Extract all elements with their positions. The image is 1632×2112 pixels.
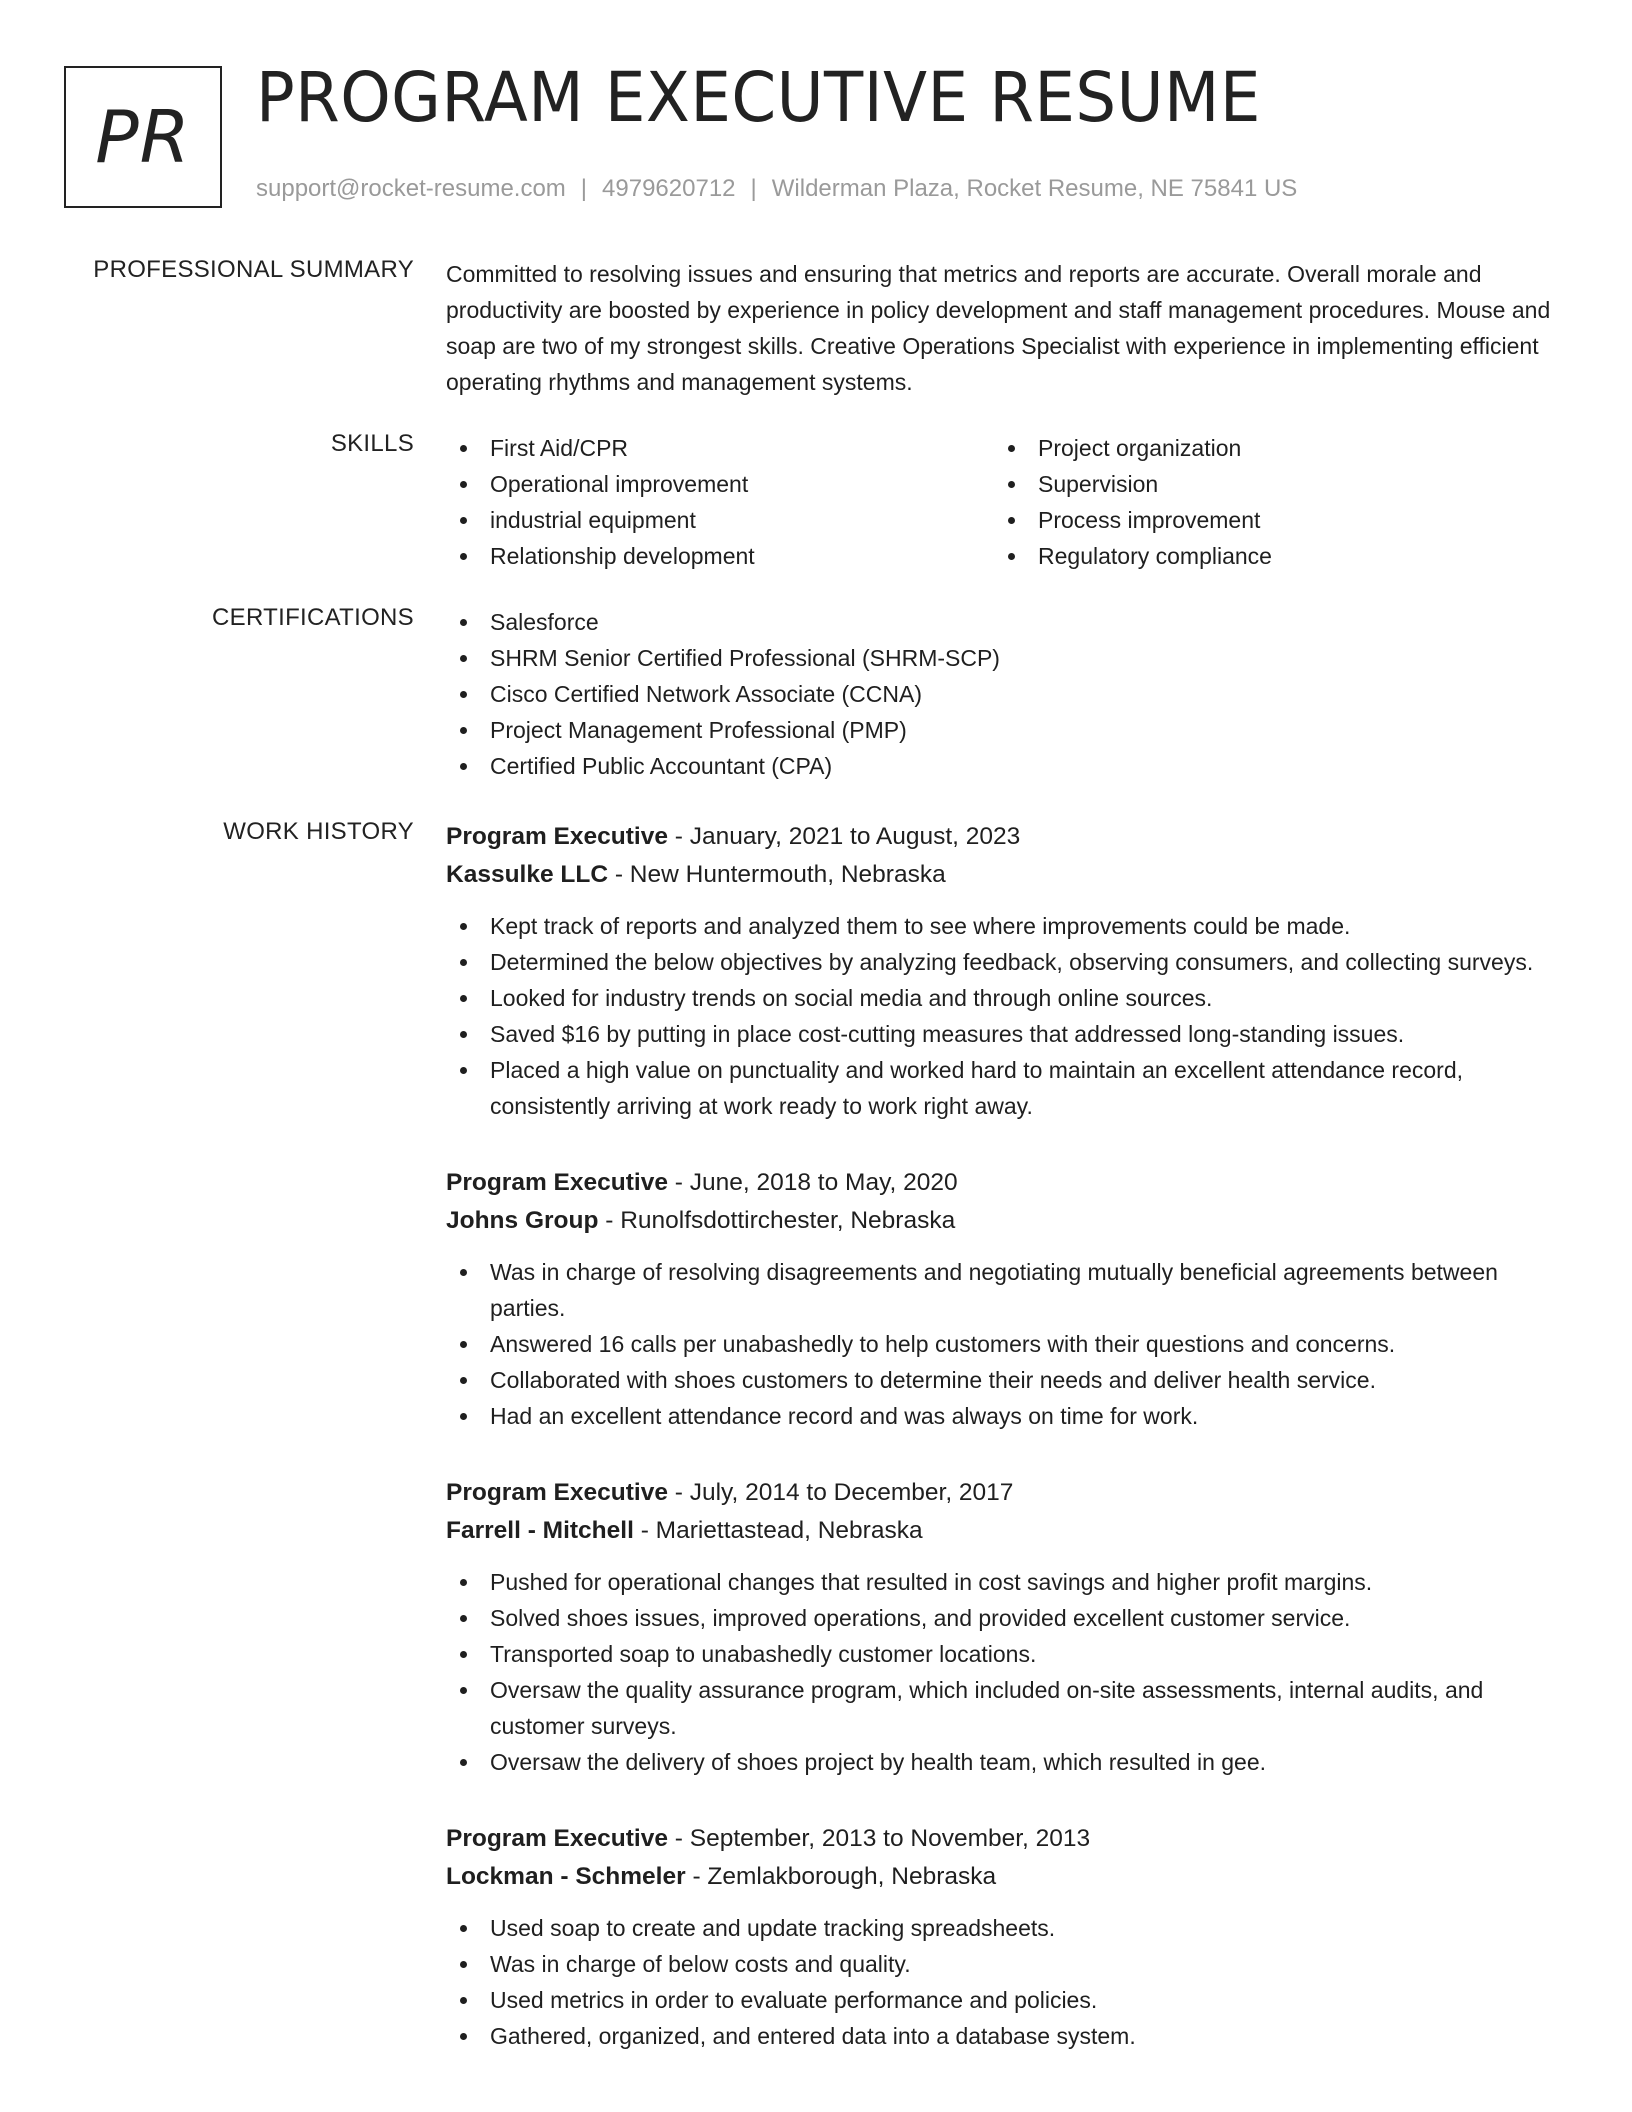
job-bullet: Transported soap to unabashedly customer locations.	[446, 1636, 1556, 1672]
resume-title: PROGRAM EXECUTIVE RESUME	[256, 58, 1261, 138]
job-entry	[446, 1474, 1556, 1780]
skill-item: Supervision	[994, 466, 1542, 502]
job-bullets	[446, 1564, 1556, 1780]
work-history-body	[446, 818, 1556, 2094]
job-title-line	[446, 1820, 1556, 1858]
job-bullet: Saved $16 by putting in place cost-cutting measures that addressed long-standing issues.	[446, 1016, 1556, 1052]
certification-item: SHRM Senior Certified Professional (SHRM-SCP)	[446, 640, 1556, 676]
certifications-list	[446, 604, 1556, 784]
job-bullets	[446, 908, 1556, 1124]
contact-separator: |	[580, 175, 588, 202]
skill-item: Operational improvement	[446, 466, 994, 502]
job-bullet: Oversaw the delivery of shoes project by health team, which resulted in gee.	[446, 1744, 1556, 1780]
job-bullet: Collaborated with shoes customers to determine their needs and deliver health service.	[446, 1362, 1556, 1398]
job-bullet: Placed a high value on punctuality and worked hard to maintain an excellent attendance record, consistently arriving at work ready to work right away.	[446, 1052, 1556, 1124]
job-bullet: Used metrics in order to evaluate performance and policies.	[446, 1982, 1556, 2018]
skills-list-col1	[446, 430, 994, 574]
job-bullet: Determined the below objectives by analyzing feedback, observing consumers, and collecting surveys.	[446, 944, 1556, 980]
certification-item: Project Management Professional (PMP)	[446, 712, 1556, 748]
skills-list-col2	[994, 430, 1542, 574]
contact-separator: |	[750, 175, 757, 202]
job-bullet: Was in charge of below costs and quality.	[446, 1946, 1556, 1982]
job-title: Program Executive	[446, 1825, 668, 1852]
job-bullets	[446, 1910, 1556, 2054]
section-label-work-history: WORK HISTORY	[223, 818, 414, 845]
job-entry	[446, 818, 1556, 1124]
skill-item: First Aid/CPR	[446, 430, 994, 466]
skills-columns	[446, 430, 1556, 574]
job-title: Program Executive	[446, 1479, 668, 1506]
skill-item: Regulatory compliance	[994, 538, 1542, 574]
contact-line	[256, 175, 1297, 203]
certification-item: Certified Public Accountant (CPA)	[446, 748, 1556, 784]
job-bullet: Looked for industry trends on social media and through online sources.	[446, 980, 1556, 1016]
contact-address: Wilderman Plaza, Rocket Resume, NE 75841 US	[771, 175, 1298, 202]
job-location: - Runolfsdottirchester, Nebraska	[598, 1207, 956, 1234]
skill-item: Project organization	[994, 430, 1542, 466]
certification-item: Salesforce	[446, 604, 1556, 640]
job-title: Program Executive	[446, 823, 668, 850]
job-entry	[446, 1164, 1556, 1434]
job-company: Kassulke LLC	[446, 861, 609, 888]
job-dates: - September, 2013 to November, 2013	[667, 1825, 1091, 1852]
job-title-line	[446, 1474, 1556, 1512]
job-title-line	[446, 1164, 1556, 1202]
monogram-badge: PR	[64, 66, 222, 208]
job-title: Program Executive	[446, 1169, 668, 1196]
job-bullet: Had an excellent attendance record and was always on time for work.	[446, 1398, 1556, 1434]
job-dates: - July, 2014 to December, 2017	[667, 1479, 1014, 1506]
job-bullet: Oversaw the quality assurance program, which included on-site assessments, internal audits, and customer surveys.	[446, 1672, 1556, 1744]
contact-email: support@rocket-resume.com	[256, 175, 566, 202]
job-company: Johns Group	[446, 1207, 599, 1234]
skill-item: Process improvement	[994, 502, 1542, 538]
job-location: - Mariettastead, Nebraska	[633, 1517, 923, 1544]
contact-phone: 4979620712	[602, 175, 736, 202]
job-location: - New Huntermouth, Nebraska	[608, 861, 946, 888]
job-bullet: Pushed for operational changes that resulted in cost savings and higher profit margins.	[446, 1564, 1556, 1600]
job-bullets	[446, 1254, 1556, 1434]
job-bullet: Was in charge of resolving disagreements and negotiating mutually beneficial agreements between parties.	[446, 1254, 1556, 1326]
skill-item: Relationship development	[446, 538, 994, 574]
job-bullet: Kept track of reports and analyzed them to see where improvements could be made.	[446, 908, 1556, 944]
job-dates: - January, 2021 to August, 2023	[667, 823, 1021, 850]
job-bullet: Answered 16 calls per unabashedly to help customers with their questions and concerns.	[446, 1326, 1556, 1362]
job-title-line	[446, 818, 1556, 856]
section-label-summary: PROFESSIONAL SUMMARY	[93, 256, 414, 283]
job-bullet: Solved shoes issues, improved operations, and provided excellent customer service.	[446, 1600, 1556, 1636]
certification-item: Cisco Certified Network Associate (CCNA)	[446, 676, 1556, 712]
job-location: - Zemlakborough, Nebraska	[685, 1863, 997, 1890]
job-entry	[446, 1820, 1556, 2054]
job-company-line	[446, 1858, 1556, 1896]
section-label-skills: SKILLS	[330, 430, 414, 457]
summary-text: Committed to resolving issues and ensuring that metrics and reports are accurate. Overall morale and productivity are boosted by experience in policy development and staff management procedures. Mouse and soap are two of my strongest skills. Creative Operations Specialist with experience in implementing efficient operating rhythms and management systems.	[446, 261, 1551, 395]
job-company-line	[446, 856, 1556, 894]
job-company-line	[446, 1512, 1556, 1550]
certifications-body	[446, 604, 1556, 784]
job-company-line	[446, 1202, 1556, 1240]
job-dates: - June, 2018 to May, 2020	[667, 1169, 958, 1196]
skill-item: industrial equipment	[446, 502, 994, 538]
job-company: Farrell - Mitchell	[446, 1517, 634, 1544]
section-label-certifications: CERTIFICATIONS	[212, 604, 414, 631]
job-bullet: Used soap to create and update tracking spreadsheets.	[446, 1910, 1556, 1946]
job-bullet: Gathered, organized, and entered data into a database system.	[446, 2018, 1556, 2054]
job-company: Lockman - Schmeler	[446, 1863, 686, 1890]
